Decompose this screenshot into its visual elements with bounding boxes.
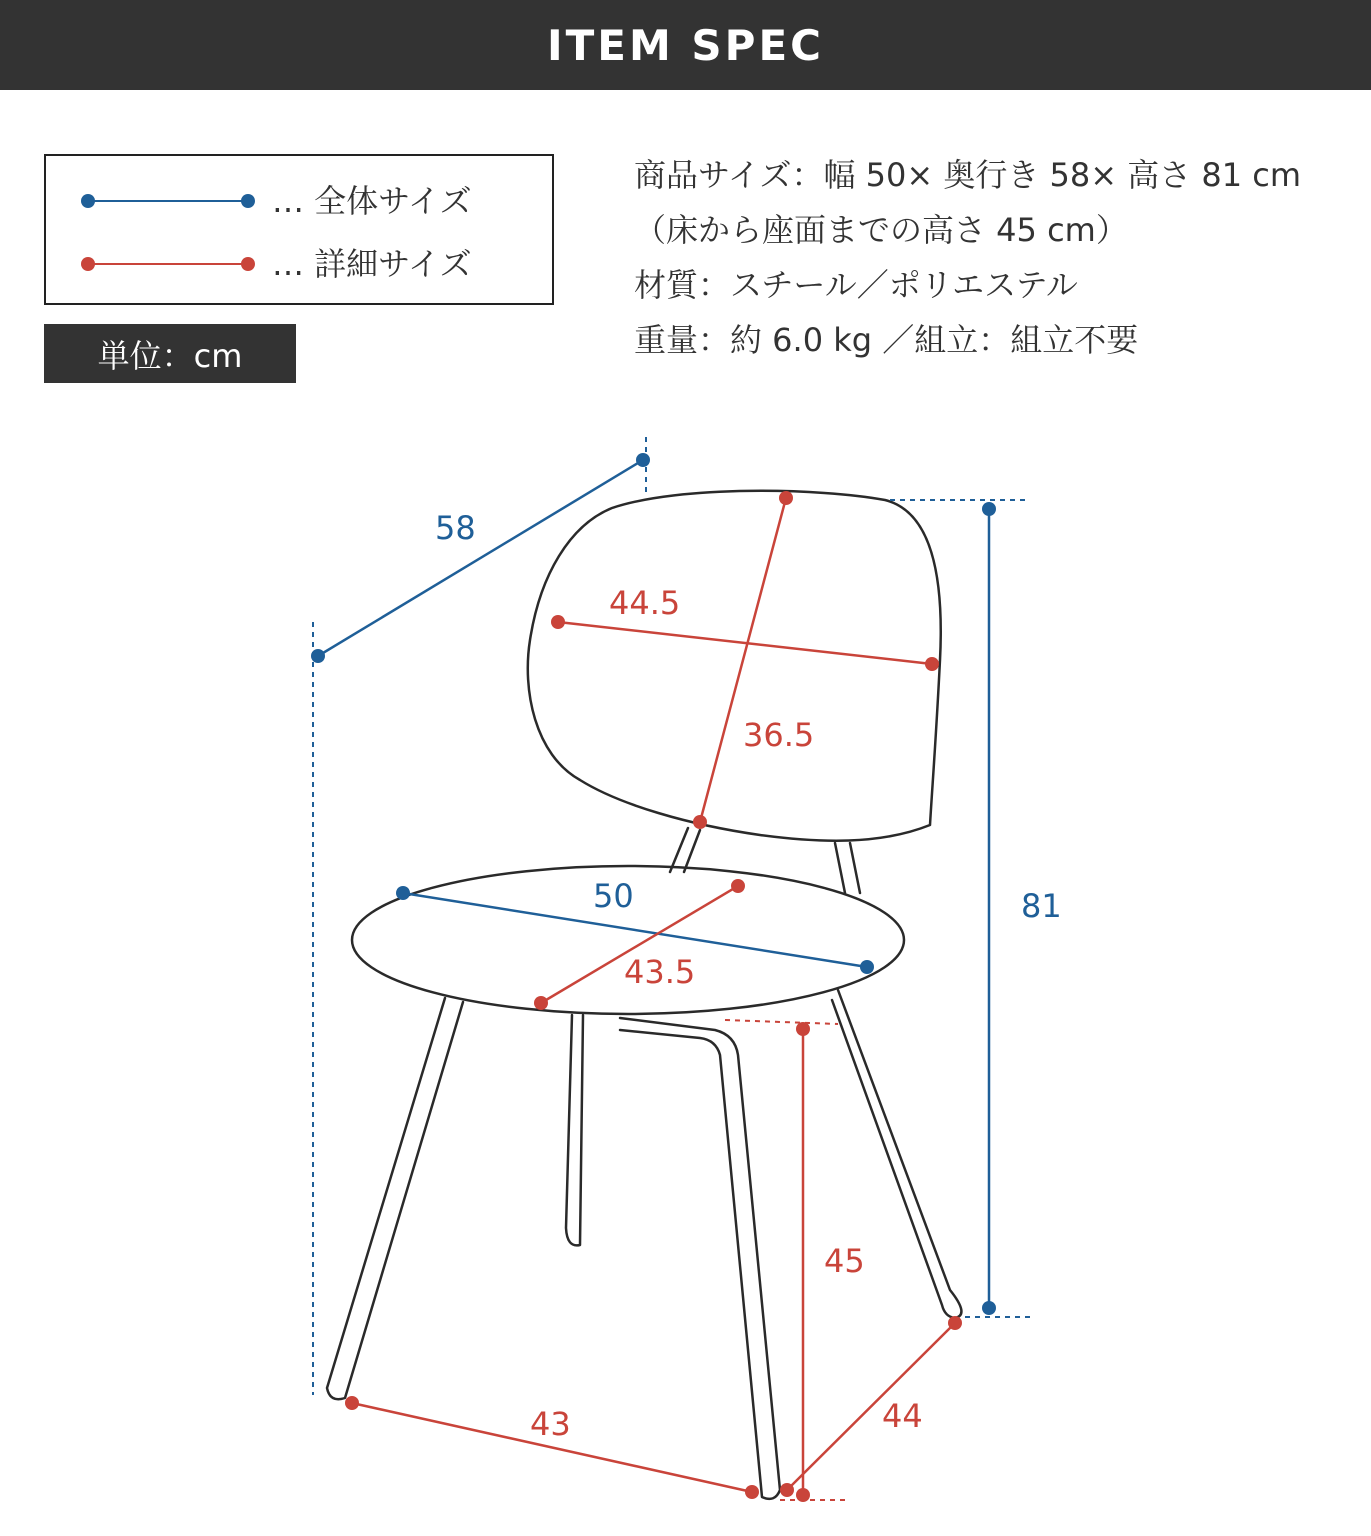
spec-material: 材質：スチール／ポリエステル — [634, 266, 1078, 304]
page-title: ITEM SPEC — [547, 20, 824, 70]
chair-leg-front-right-rail — [620, 1018, 780, 1499]
backrest-width-dimension-line — [551, 615, 939, 671]
backrest-height-dimension-line — [693, 491, 793, 829]
spec-size: 商品サイズ：幅 50× 奥行き 58× 高さ 81 cm — [634, 156, 1302, 194]
backrest-height-label: 36.5 — [743, 716, 815, 754]
depth-label: 58 — [435, 509, 476, 547]
unit-label: 単位：cm — [97, 336, 243, 375]
backrest-width-label: 44.5 — [609, 584, 681, 622]
leg-depth-dimension-line — [780, 1316, 962, 1497]
chair-leg-back-left — [566, 1015, 583, 1245]
spec-weight: 重量：約 6.0 kg ／組立：組立不要 — [634, 321, 1139, 359]
leg-depth-label: 44 — [882, 1397, 923, 1435]
chair-back-post-left — [670, 828, 700, 872]
seat-height-label: 45 — [824, 1242, 865, 1280]
total-height-label: 81 — [1021, 887, 1062, 925]
depth-dimension-line — [311, 453, 650, 663]
spec-seat-height: （床から座面までの高さ 45 cm） — [634, 211, 1128, 249]
seat-depth-label: 43.5 — [624, 953, 696, 991]
chair-back-post-right — [835, 843, 860, 893]
legend-detail-label: … 詳細サイズ — [272, 245, 472, 283]
seat-height-dimension-line — [796, 1022, 810, 1502]
seat-width-label: 50 — [593, 877, 634, 915]
total-height-dimension-line — [982, 502, 996, 1315]
chair-leg-front-left — [327, 998, 463, 1399]
chair-backrest — [528, 491, 941, 841]
legend-overall-label: … 全体サイズ — [272, 182, 472, 220]
chair-drawing — [327, 491, 961, 1499]
leg-width-label: 43 — [530, 1405, 571, 1443]
